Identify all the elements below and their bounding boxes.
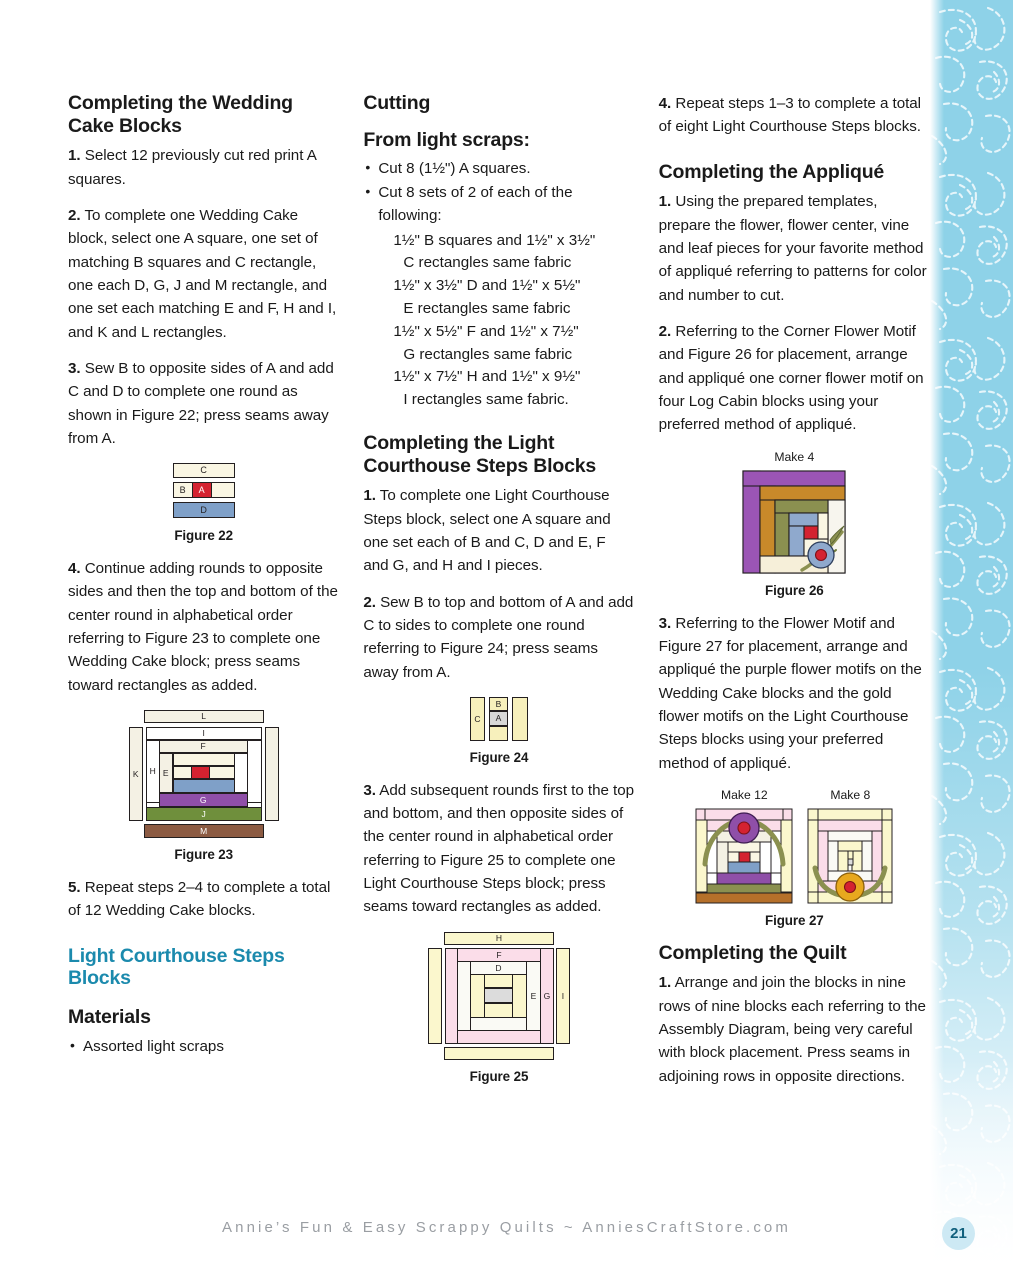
- cutting-bullet-list: [363, 158, 634, 227]
- figure-26-log-cabin-diagram: [742, 470, 846, 574]
- patch-B-top: [484, 974, 513, 988]
- patch-C: [173, 753, 235, 766]
- figure-27-caption: Figure 27: [765, 912, 824, 928]
- paragraph-step-4: [68, 557, 339, 697]
- page-number-badge: 21: [942, 1217, 975, 1250]
- figure-23: [68, 710, 339, 862]
- cut-line: G rectangles same fabric: [403, 345, 573, 363]
- list-item: • Cut 8 (1½") A squares.: [363, 158, 634, 181]
- paragraph-applique-3: [659, 612, 930, 775]
- step-text: Using the prepared templates, prepare the flower, flower center, vine and leaf pieces for your favorite method of appliqué referring to patterns for color and number to cut.: [658, 193, 927, 304]
- figure-27-make-8-label: Make 8: [830, 787, 871, 802]
- step-text: Repeat steps 2–4 to complete a total of 12 Wedding Cake blocks.: [68, 879, 331, 920]
- paragraph-step-1: [68, 144, 339, 191]
- cut-line: 1½" x 3½" D and 1½" x 5½": [393, 277, 581, 295]
- patch-B-bottom: [489, 726, 508, 741]
- heading-light-courthouse-steps-blocks: Light Courthouse Steps Blocks: [68, 944, 285, 990]
- figure-23-diagram: [129, 710, 279, 838]
- step-number: 1.: [68, 147, 81, 165]
- step-number: 3.: [658, 614, 672, 632]
- patch-C-left: [470, 974, 485, 1018]
- step-text: Add subsequent rounds first to the top and bottom, and then opposite sides of the center round in alphabetical order referring to Figure 25 to complete one Light Courthouse Steps block; press seams toward rectangles as added.: [363, 781, 635, 916]
- figure-26-make-label: Make 4: [774, 449, 815, 464]
- paragraph-applique-1: [659, 190, 930, 307]
- figure-26-caption: Figure 26: [765, 582, 824, 598]
- paragraph-step-4: [659, 92, 930, 139]
- figure-22-diagram: [173, 463, 235, 519]
- cut-line: C rectangles same fabric: [403, 254, 572, 272]
- figure-27: [659, 788, 930, 928]
- paragraph-step-5: [68, 876, 339, 923]
- paragraph-step-2: [68, 204, 339, 344]
- figure-25: [363, 932, 634, 1084]
- patch-D-bottom: [470, 1017, 527, 1031]
- wedding-cake-block-with-purple-flower: [695, 808, 793, 904]
- patch-A: [484, 988, 513, 1003]
- patch-F: F: [159, 740, 248, 753]
- step-number: 1.: [658, 193, 672, 211]
- figure-22: [68, 463, 339, 543]
- patch-I-left: [428, 948, 442, 1044]
- step-number: 2.: [363, 593, 376, 611]
- patch-J: J: [146, 807, 262, 821]
- step-number: 1.: [658, 974, 672, 992]
- patch-B-bottom: [484, 1003, 513, 1018]
- paragraph-step-1: [363, 484, 634, 577]
- step-number: 3.: [363, 781, 376, 799]
- step-text: Select 12 previously cut red print A squares.: [68, 147, 316, 188]
- figure-27-right-block: [807, 788, 893, 904]
- step-text: To complete one Wedding Cake block, select one A square, one set of matching B squares and C rectangle, one each D, G, J and M rectangle, and one set each matching E and F, H and I, and K and L rectangles.: [68, 206, 337, 341]
- patch-E-left: [457, 961, 471, 1031]
- patch-F-bottom: [457, 1030, 541, 1044]
- figure-27-block-pair: [659, 788, 930, 904]
- step-number: 3.: [68, 359, 81, 377]
- step-text: Repeat steps 1–3 to complete a total of eight Light Courthouse Steps blocks.: [658, 95, 921, 136]
- patch-B-right: [209, 766, 235, 779]
- patch-B-left: B: [173, 482, 193, 498]
- three-column-layout: [68, 92, 930, 1101]
- patch-A: A: [489, 711, 508, 726]
- heading-completing-applique: Completing the Appliqué: [658, 160, 885, 183]
- patch-B-right: [211, 482, 235, 498]
- patch-K-pair: [265, 727, 279, 821]
- step-number: 5.: [68, 879, 81, 897]
- list-item: • Assorted light scraps: [68, 1036, 339, 1059]
- page-footer: [0, 1219, 1013, 1236]
- column-2: [363, 92, 634, 1101]
- step-text: Arrange and join the blocks in nine rows of nine blocks each referring to the Assembly Diagram, being very careful with block placement. Press seams in adjoining rows in opposite directions.: [658, 974, 926, 1085]
- heading-completing-light-courthouse: Completing the Light Courthouse Steps Blocks: [363, 431, 597, 477]
- cut-line: 1½" x 5½" F and 1½" x 7½": [393, 322, 579, 340]
- step-number: 2.: [68, 206, 81, 224]
- patch-B-top: B: [489, 697, 508, 711]
- patch-F-top: F: [457, 948, 541, 962]
- patch-E-right: E: [526, 961, 541, 1031]
- paragraph-step-2: [363, 591, 634, 684]
- patch-H: H: [146, 740, 160, 803]
- column-1: [68, 92, 339, 1101]
- step-number: 4.: [658, 95, 672, 112]
- patch-H-pair: [247, 740, 262, 803]
- patch-K: K: [129, 727, 143, 821]
- patch-H-top: H: [444, 932, 554, 945]
- list-item: • Cut 8 sets of 2 of each of the following:: [363, 182, 634, 228]
- light-courthouse-block-with-gold-flower: [807, 808, 893, 904]
- patch-A: A: [192, 482, 212, 498]
- heading-materials: Materials: [68, 1006, 151, 1028]
- cut-line: 1½" x 7½" H and 1½" x 9½": [393, 368, 581, 386]
- figure-27-make-12-label: Make 12: [720, 787, 768, 802]
- step-text: Continue adding rounds to opposite sides and then the top and bottom of the center round in alphabetical order referring to Figure 23 to complete one Wedding Cake block; press seams toward rectangles as added.: [68, 560, 338, 694]
- cut-line: I rectangles same fabric.: [403, 391, 569, 409]
- paragraph-quilt-1: [659, 971, 930, 1088]
- step-number: 2.: [658, 322, 672, 340]
- step-text: Sew B to opposite sides of A and add C and D to complete one round as shown in Figure 22; press seams away from A.: [68, 359, 334, 447]
- paragraph-applique-2: [659, 320, 930, 437]
- step-number: 4.: [68, 560, 81, 578]
- patch-A: [191, 766, 210, 779]
- figure-25-caption: Figure 25: [469, 1068, 529, 1084]
- patch-C-right: [512, 974, 527, 1018]
- step-text: Sew B to top and bottom of A and add C to sides to complete one round referring to Figure 24; press seams away from A.: [363, 593, 634, 681]
- materials-list: [68, 1036, 339, 1059]
- patch-E: E: [159, 753, 173, 793]
- step-text: To complete one Light Courthouse Steps block, select one A square and one set each of B and C, D and E, F and G, and H and I pieces.: [363, 487, 611, 575]
- heading-completing-wedding-cake: Completing the Wedding Cake Blocks: [68, 92, 293, 137]
- figure-24-caption: Figure 24: [469, 749, 529, 765]
- heading-from-light-scraps: From light scraps:: [363, 128, 530, 151]
- step-text: Referring to the Flower Motif and Figure 27 for placement, arrange and appliqué the purple flower motifs on the Wedding Cake blocks and the gold flower motifs on the Light Courthouse Steps blocks using your preferred method of appliqué.: [658, 614, 922, 772]
- step-text: Referring to the Corner Flower Motif and Figure 26 for placement, arrange and appliqué one corner flower motif on four Log Cabin blocks using your preferred method of appliqué.: [658, 322, 924, 434]
- cut-line: 1½" B squares and 1½" x 3½": [393, 231, 596, 249]
- patch-E-pair: [234, 753, 248, 793]
- patch-C: C: [173, 463, 235, 478]
- figure-25-diagram: [428, 932, 570, 1060]
- patch-G-right: G: [540, 948, 554, 1044]
- figure-27-left-block: [695, 788, 793, 904]
- patch-I-right: I: [556, 948, 570, 1044]
- patch-D: [173, 779, 235, 793]
- paragraph-step-3: [363, 779, 634, 919]
- cutting-detail-lines: [363, 230, 634, 412]
- patch-C-right: [512, 697, 528, 741]
- column-3: [659, 92, 930, 1101]
- patch-H-bottom: [444, 1047, 554, 1060]
- patch-M: M: [144, 824, 264, 838]
- patch-D: D: [173, 502, 235, 518]
- patch-L: L: [144, 710, 264, 723]
- patch-B-left: [173, 766, 192, 779]
- figure-24: [363, 697, 634, 765]
- figure-26: [659, 450, 930, 598]
- figure-23-caption: Figure 23: [174, 847, 233, 863]
- figure-22-caption: Figure 22: [174, 528, 233, 544]
- heading-cutting: Cutting: [363, 92, 431, 114]
- patch-C-left: C: [470, 697, 485, 741]
- figure-24-diagram: [470, 697, 528, 741]
- step-number: 1.: [363, 487, 376, 505]
- cut-line: E rectangles same fabric: [403, 300, 571, 317]
- heading-completing-the-quilt: Completing the Quilt: [658, 941, 847, 964]
- paragraph-step-3: [68, 357, 339, 450]
- patch-G: G: [159, 793, 248, 807]
- patch-D-top: D: [470, 961, 527, 975]
- patch-I: I: [146, 727, 262, 740]
- footer-credit-text: Annie’s Fun & Easy Scrappy Quilts ~ AnniesCraftStore.com: [222, 1219, 791, 1236]
